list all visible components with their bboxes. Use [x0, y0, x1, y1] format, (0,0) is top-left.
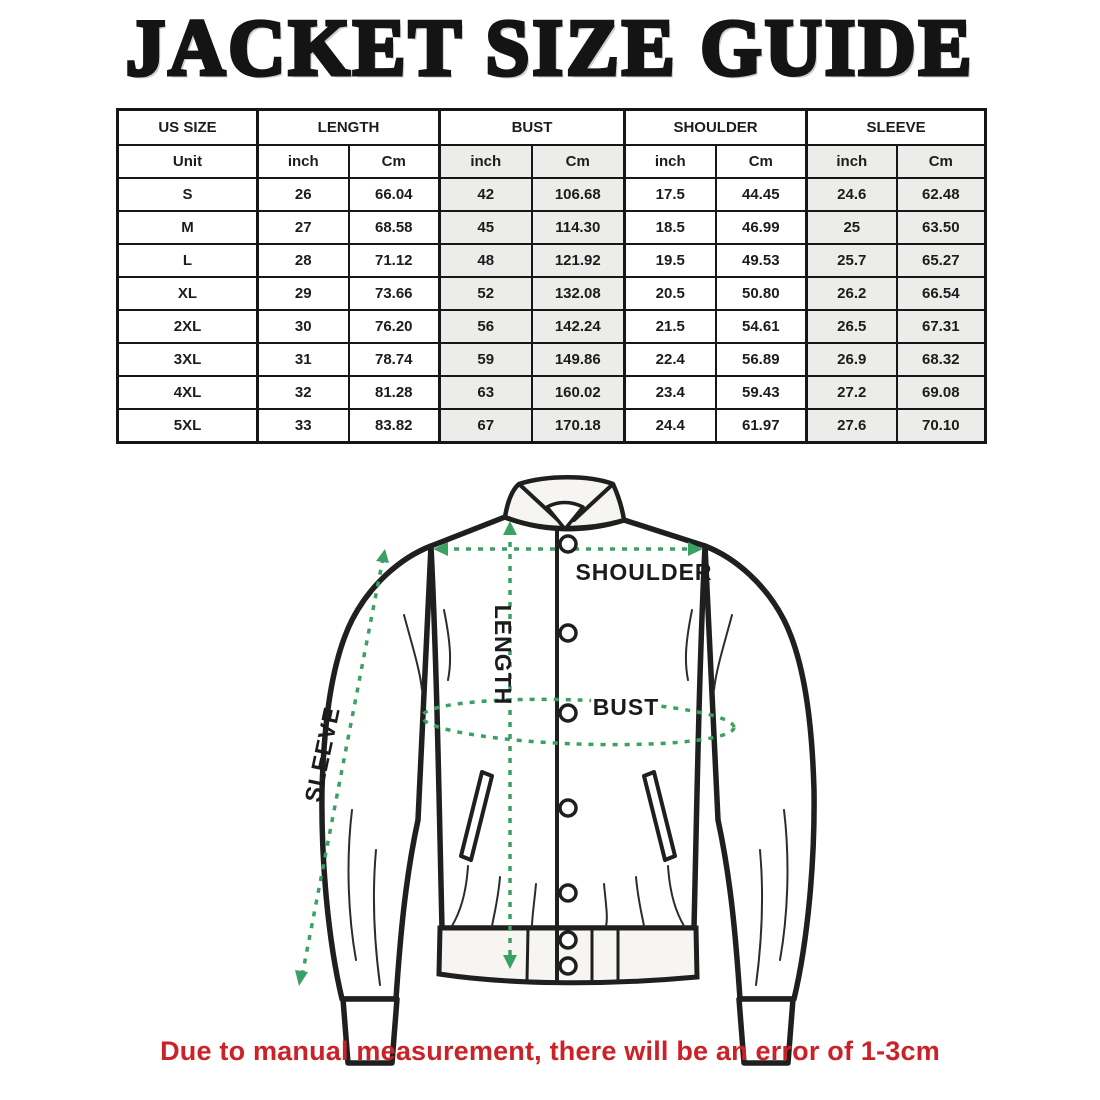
- table-row: [118, 178, 986, 211]
- measurement-disclaimer: Due to manual measurement, there will be an error of 1-3cm: [160, 1036, 940, 1066]
- size-value-cell: 66.04: [349, 178, 440, 211]
- col-header-bust: BUST: [440, 110, 625, 146]
- sleeve-label: SLEEVE: [299, 704, 345, 805]
- size-name-cell: 5XL: [118, 409, 258, 443]
- size-value-cell: 121.92: [532, 244, 625, 277]
- size-value-cell: 114.30: [532, 211, 625, 244]
- col-header-shoulder: SHOULDER: [625, 110, 807, 146]
- size-name-cell: 2XL: [118, 310, 258, 343]
- size-value-cell: 67.31: [897, 310, 986, 343]
- jacket-button: [560, 958, 576, 974]
- size-value-cell: 70.10: [897, 409, 986, 443]
- size-value-cell: 30: [258, 310, 349, 343]
- size-name-cell: M: [118, 211, 258, 244]
- col-header-us-size: US SIZE: [118, 110, 258, 146]
- size-name-cell: XL: [118, 277, 258, 310]
- size-value-cell: 106.68: [532, 178, 625, 211]
- jacket-button: [560, 705, 576, 721]
- size-value-cell: 83.82: [349, 409, 440, 443]
- table-group-header-row: [118, 110, 986, 146]
- size-value-cell: 33: [258, 409, 349, 443]
- table-row: [118, 244, 986, 277]
- unit-cell: Cm: [349, 145, 440, 178]
- table-row: [118, 211, 986, 244]
- table-row: [118, 376, 986, 409]
- size-value-cell: 17.5: [625, 178, 716, 211]
- size-value-cell: 44.45: [716, 178, 807, 211]
- jacket-button: [560, 932, 576, 948]
- size-value-cell: 59: [440, 343, 532, 376]
- size-value-cell: 19.5: [625, 244, 716, 277]
- size-name-cell: 4XL: [118, 376, 258, 409]
- size-name-cell: 3XL: [118, 343, 258, 376]
- size-value-cell: 24.4: [625, 409, 716, 443]
- size-value-cell: 22.4: [625, 343, 716, 376]
- size-value-cell: 27: [258, 211, 349, 244]
- size-value-cell: 63: [440, 376, 532, 409]
- size-value-cell: 29: [258, 277, 349, 310]
- size-value-cell: 21.5: [625, 310, 716, 343]
- size-value-cell: 81.28: [349, 376, 440, 409]
- table-row: [118, 409, 986, 443]
- size-value-cell: 69.08: [897, 376, 986, 409]
- size-value-cell: 67: [440, 409, 532, 443]
- size-name-cell: S: [118, 178, 258, 211]
- size-value-cell: 27.6: [807, 409, 897, 443]
- size-value-cell: 23.4: [625, 376, 716, 409]
- table-unit-row: [118, 145, 986, 178]
- size-value-cell: 66.54: [897, 277, 986, 310]
- size-value-cell: 61.97: [716, 409, 807, 443]
- unit-cell: inch: [440, 145, 532, 178]
- size-value-cell: 27.2: [807, 376, 897, 409]
- size-value-cell: 56.89: [716, 343, 807, 376]
- unit-cell: Unit: [118, 145, 258, 178]
- size-value-cell: 149.86: [532, 343, 625, 376]
- size-value-cell: 26: [258, 178, 349, 211]
- page-title: JACKET SIZE GUIDE: [125, 4, 975, 93]
- size-value-cell: 45: [440, 211, 532, 244]
- size-value-cell: 68.58: [349, 211, 440, 244]
- size-value-cell: 59.43: [716, 376, 807, 409]
- unit-cell: Cm: [897, 145, 986, 178]
- size-value-cell: 68.32: [897, 343, 986, 376]
- size-value-cell: 56: [440, 310, 532, 343]
- size-name-cell: L: [118, 244, 258, 277]
- size-value-cell: 52: [440, 277, 532, 310]
- shoulder-label: SHOULDER: [575, 559, 713, 585]
- size-value-cell: 42: [440, 178, 532, 211]
- size-table: [116, 108, 987, 444]
- bust-label: BUST: [592, 694, 660, 720]
- size-value-cell: 49.53: [716, 244, 807, 277]
- size-value-cell: 26.2: [807, 277, 897, 310]
- size-table-body: [118, 178, 986, 443]
- size-value-cell: 54.61: [716, 310, 807, 343]
- jacket-button: [560, 885, 576, 901]
- jacket-button: [560, 625, 576, 641]
- size-value-cell: 28: [258, 244, 349, 277]
- jacket-diagram: [0, 455, 1100, 1085]
- unit-cell: inch: [258, 145, 349, 178]
- unit-cell: inch: [625, 145, 716, 178]
- size-value-cell: 62.48: [897, 178, 986, 211]
- size-value-cell: 76.20: [349, 310, 440, 343]
- table-row: [118, 343, 986, 376]
- size-value-cell: 50.80: [716, 277, 807, 310]
- size-value-cell: 18.5: [625, 211, 716, 244]
- jacket-button: [560, 536, 576, 552]
- length-label: LENGTH: [490, 604, 516, 706]
- size-value-cell: 32: [258, 376, 349, 409]
- size-value-cell: 170.18: [532, 409, 625, 443]
- unit-cell: Cm: [716, 145, 807, 178]
- size-value-cell: 63.50: [897, 211, 986, 244]
- col-header-length: LENGTH: [258, 110, 440, 146]
- unit-cell: inch: [807, 145, 897, 178]
- table-row: [118, 277, 986, 310]
- size-value-cell: 25.7: [807, 244, 897, 277]
- size-value-cell: 46.99: [716, 211, 807, 244]
- size-value-cell: 31: [258, 343, 349, 376]
- size-value-cell: 71.12: [349, 244, 440, 277]
- jacket-button: [560, 800, 576, 816]
- size-value-cell: 25: [807, 211, 897, 244]
- size-value-cell: 26.5: [807, 310, 897, 343]
- size-value-cell: 142.24: [532, 310, 625, 343]
- size-value-cell: 132.08: [532, 277, 625, 310]
- col-header-sleeve: SLEEVE: [807, 110, 986, 146]
- size-value-cell: 73.66: [349, 277, 440, 310]
- size-value-cell: 78.74: [349, 343, 440, 376]
- left-sleeve: [322, 546, 431, 999]
- table-row: [118, 310, 986, 343]
- size-value-cell: 26.9: [807, 343, 897, 376]
- unit-cell: Cm: [532, 145, 625, 178]
- size-value-cell: 160.02: [532, 376, 625, 409]
- size-value-cell: 48: [440, 244, 532, 277]
- right-sleeve: [705, 546, 814, 999]
- size-value-cell: 20.5: [625, 277, 716, 310]
- size-value-cell: 24.6: [807, 178, 897, 211]
- size-value-cell: 65.27: [897, 244, 986, 277]
